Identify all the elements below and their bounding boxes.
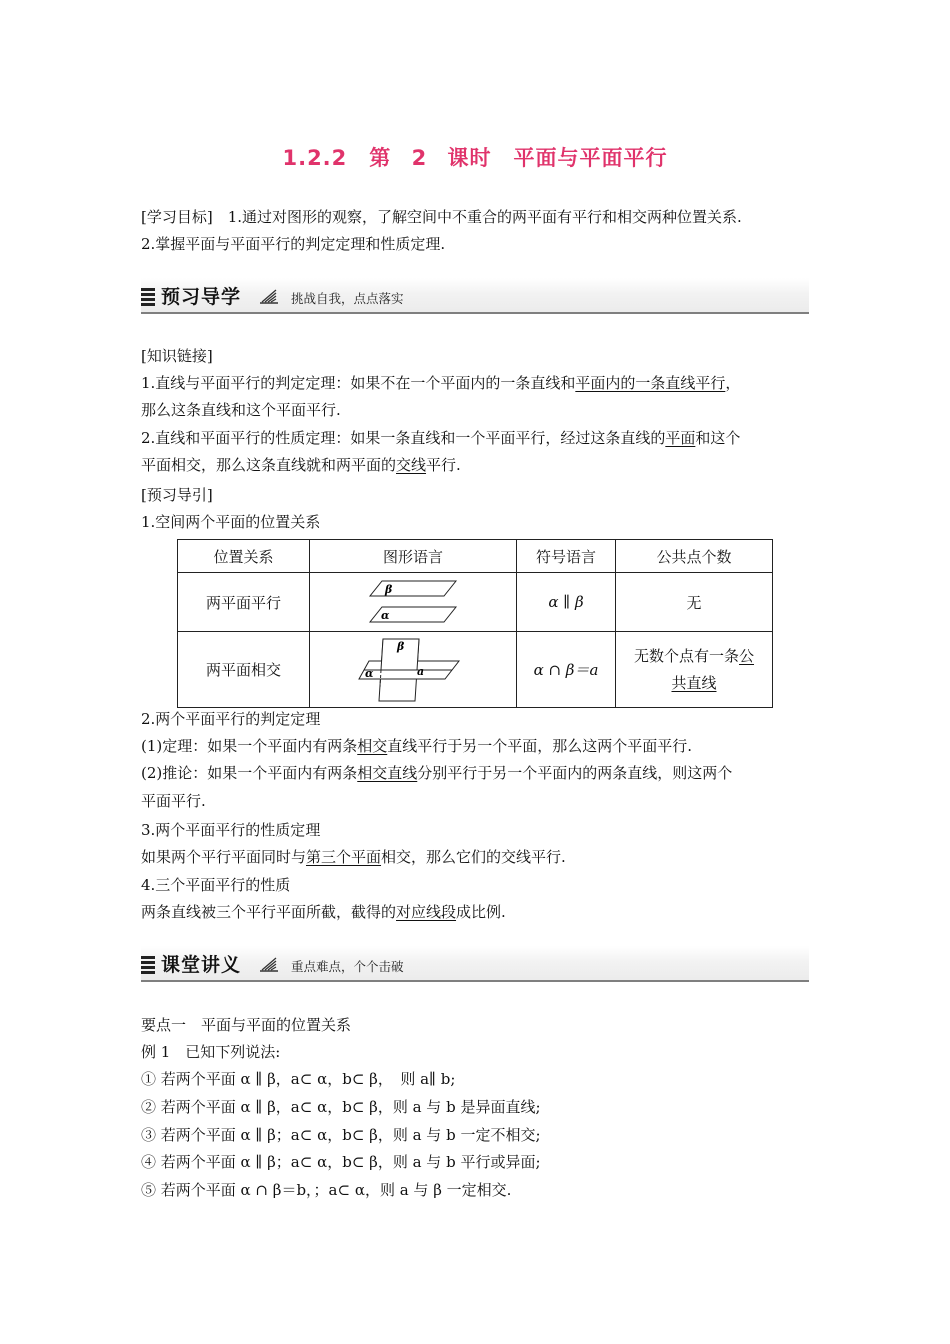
section-banner-preview <box>141 278 809 314</box>
statement-4: ④ 若两个平面 α ∥ β；a⊂ α，b⊂ β，则 a 与 b 平行或异面; <box>141 1153 541 1171</box>
three-planes-line: 两条直线被三个平行平面所截，截得的对应线段成比例. <box>141 903 506 921</box>
section-banner-lecture <box>141 946 809 982</box>
section-subtitle: 重点难点，个个击破 <box>291 959 404 974</box>
learning-goals-line-1: [学习目标] 1.通过对图形的观察，了解空间中不重合的两平面有平行和相交两种位置关系. <box>141 208 742 226</box>
count-cell: 无 <box>616 573 773 632</box>
corollary-line: (2)推论：如果一个平面内有两条相交直线分别平行于另一个平面内的两条直线，则这两个 <box>141 764 733 782</box>
pencil-mark-icon <box>260 288 278 304</box>
example-1-heading: 例 1 已知下列说法: <box>141 1043 281 1061</box>
parallel-planes-figure <box>368 579 458 625</box>
preview-sub-2: 2.两个平面平行的判定定理 <box>141 710 321 728</box>
preview-sub-1: 1.空间两个平面的位置关系 <box>141 513 321 531</box>
line-a-label: a <box>417 664 425 678</box>
table-row-intersect <box>178 632 773 708</box>
statement-2: ② 若两个平面 α ∥ β，a⊂ α，b⊂ β，则 a 与 b 是异面直线; <box>141 1098 541 1116</box>
banner-rule <box>141 312 809 314</box>
symbol-cell: α ∥ β <box>517 573 616 632</box>
section-name: 预习导学 <box>161 286 242 308</box>
table-row-parallel <box>178 573 773 632</box>
table-header-cell: 位置关系 <box>178 540 310 573</box>
pencil-mark-icon <box>260 956 278 972</box>
alpha-label: α <box>365 666 374 680</box>
symbol-cell: α ∩ β＝a <box>517 632 616 708</box>
table-header-cell: 符号语言 <box>517 540 616 573</box>
knowledge-link-heading: [知识链接] <box>141 347 213 365</box>
knowledge-item-2-cont: 平面相交，那么这条直线就和两平面的交线平行. <box>141 456 461 474</box>
relation-cell: 两平面相交 <box>178 632 310 708</box>
knowledge-item-2: 2.直线和平面平行的性质定理：如果一条直线和一个平面平行，经过这条直线的平面和这个 <box>141 429 741 447</box>
figure-cell <box>310 573 517 632</box>
section-name: 课堂讲义 <box>161 954 242 976</box>
corollary-line-cont: 平面平行. <box>141 792 206 810</box>
preview-heading: [预习导引] <box>141 486 213 504</box>
knowledge-item-1: 1.直线与平面平行的判定定理：如果不在一个平面内的一条直线和平面内的一条直线平行， <box>141 374 741 392</box>
theorem-line: (1)定理：如果一个平面内有两条相交直线平行于另一个平面，那么这两个平面平行. <box>141 737 693 755</box>
figure-cell <box>310 632 517 708</box>
intersecting-planes-figure <box>357 637 469 703</box>
table-header-cell: 公共点个数 <box>616 540 773 573</box>
statement-1: ① 若两个平面 α ∥ β，a⊂ α，b⊂ β， 则 a∥ b; <box>141 1070 456 1088</box>
statement-5: ⑤ 若两个平面 α ∩ β＝b，；a⊂ α，则 a 与 β 一定相交. <box>141 1181 512 1199</box>
table-header-cell: 图形语言 <box>310 540 517 573</box>
plane-relation-table <box>177 539 773 708</box>
banner-stripes-icon <box>141 956 155 974</box>
statement-3: ③ 若两个平面 α ∥ β；a⊂ α，b⊂ β，则 a 与 b 一定不相交; <box>141 1126 541 1144</box>
key-point-1: 要点一 平面与平面的位置关系 <box>141 1016 352 1034</box>
count-cell: 无数个点有一条公 共直线 <box>616 632 773 708</box>
knowledge-item-1-cont: 那么这条直线和这个平面平行. <box>141 401 341 419</box>
banner-stripes-icon <box>141 288 155 306</box>
learning-goals-line-2: 2.掌握平面与平面平行的判定定理和性质定理. <box>141 235 446 253</box>
preview-sub-3: 3.两个平面平行的性质定理 <box>141 821 321 839</box>
section-subtitle: 挑战自我，点点落实 <box>291 291 404 306</box>
beta-label: β <box>385 583 393 596</box>
banner-rule <box>141 980 809 982</box>
alpha-label: α <box>381 609 390 622</box>
page-title: 1.2.2 第 2 课时 平面与平面平行 <box>282 146 668 170</box>
beta-label: β <box>397 639 405 653</box>
preview-sub-4: 4.三个平面平行的性质 <box>141 876 291 894</box>
relation-cell: 两平面平行 <box>178 573 310 632</box>
table-header-row <box>178 540 773 573</box>
property-line: 如果两个平行平面同时与第三个平面相交，那么它们的交线平行. <box>141 848 566 866</box>
